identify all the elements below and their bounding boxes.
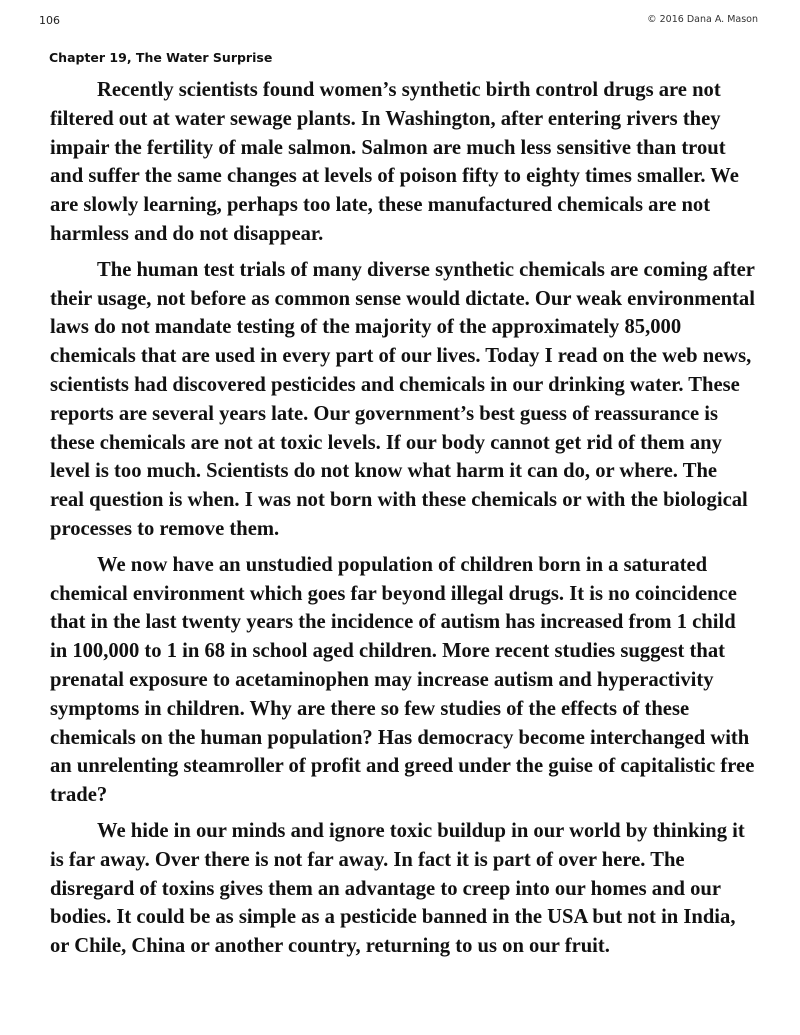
page-number: 106 xyxy=(39,14,60,27)
paragraph: The human test trials of many diverse synthetic chemicals are coming after their usage, not before as common sense would dictate. Our weak environmental laws do not mandate testing of the majority of the approximately 85,000 chemicals that are used in every part of our lives. Today I read on the web news, scientists had discovered pesticides and chemicals in our drinking water. These reports are several years late. Our government’s best guess of reassurance is these chemicals are not at toxic levels. If our body cannot get rid of them any level is too much. Scientists do not know what harm it can do, or where. The real question is when. I was not born with these chemicals or with the biological processes to remove them. xyxy=(50,258,755,540)
paragraph: We now have an unstudied population of children born in a saturated chemical environment which goes far beyond illegal drugs. It is no coincidence that in the last twenty years the incidence of autism has increased from 1 child in 100,000 to 1 in 68 in school aged children. More recent studies suggest that prenatal exposure to acetaminophen may increase autism and hyperactivity symptoms in children. Why are there so few studies of the effects of these chemicals on the human population? Has democracy become interchanged with an unrelenting steamroller of profit and greed under the guise of capitalistic free trade? xyxy=(50,553,755,807)
chapter-title: Chapter 19, The Water Surprise xyxy=(49,50,273,65)
body-text xyxy=(50,76,756,968)
paragraph: Recently scientists found women’s synthetic birth control drugs are not filtered out at water sewage plants. In Washington, after entering rivers they impair the fertility of male salmon. Salmon are much less sensitive than trout and suffer the same changes at levels of poison fifty to eighty times smaller. We are slowly learning, perhaps too late, these manufactured chemicals are not harmless and do not disappear. xyxy=(50,79,739,245)
copyright-notice: © 2016 Dana A. Mason xyxy=(647,14,758,25)
paragraph: We hide in our minds and ignore toxic buildup in our world by thinking it is far away. Over there is not far away. In fact it is part of over here. The disregard of toxins gives them an advantage to creep into our homes and our bodies. It could be as simple as a pesticide banned in the USA but not in India, or Chile, China or another country, returning to us on our fruit. xyxy=(50,819,745,958)
